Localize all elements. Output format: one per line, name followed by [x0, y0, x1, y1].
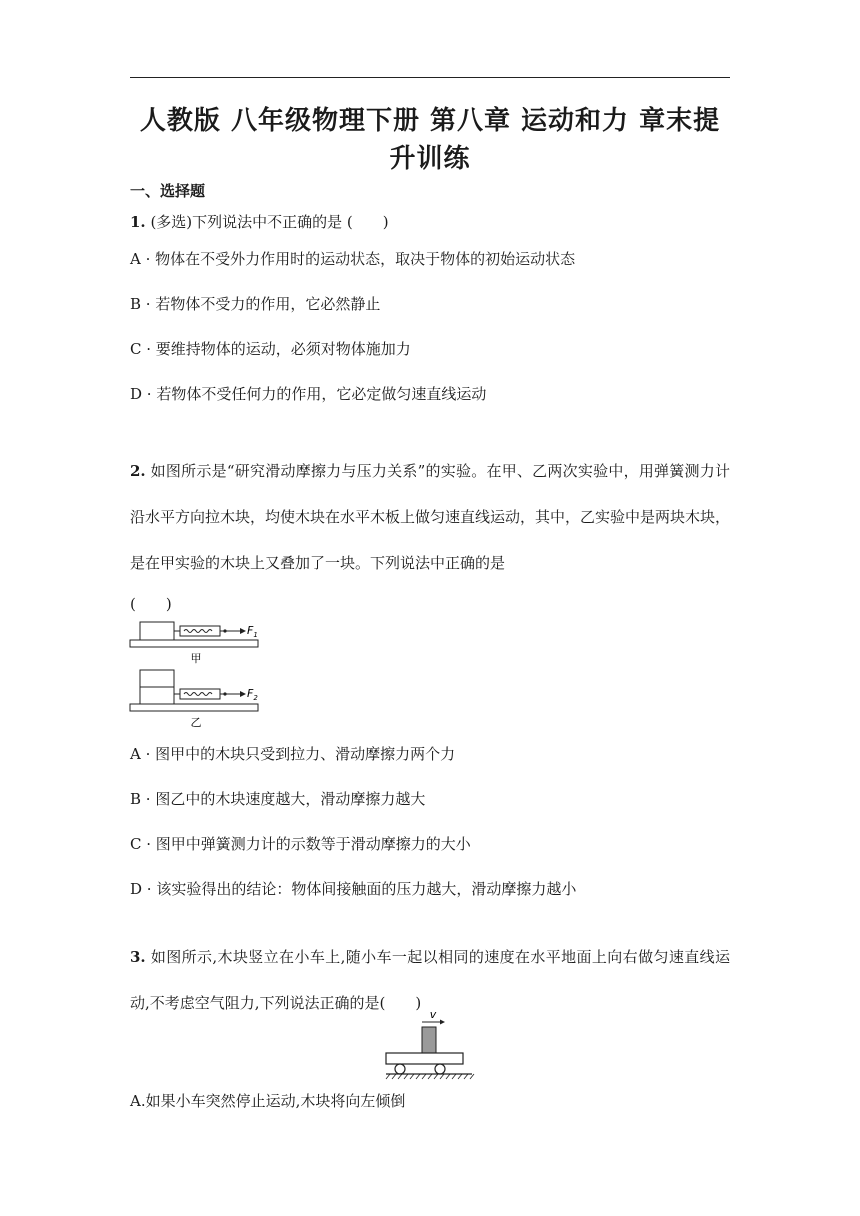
q2-option-b: B · 图乙中的木块速度越大，滑动摩擦力越大: [130, 790, 426, 808]
section-heading: 一、选择题: [130, 182, 206, 200]
question-1-stem: [130, 211, 389, 232]
q1-option-a: A · 物体在不受外力作用时的运动状态，取决于物体的初始运动状态: [130, 250, 576, 268]
friction-experiment-figure: [128, 618, 264, 730]
question-number: 2.: [130, 462, 146, 480]
question-number: 3.: [130, 948, 146, 966]
question-text: 如图所示,木块竖立在小车上,随小车一起以相同的速度在水平地面上向右做匀速直线运动,不考虑空气阻力,下列说法正确的是( ): [130, 948, 730, 1012]
q2-option-d: D · 该实验得出的结论：物体间接触面的压力越大，滑动摩擦力越小: [130, 880, 577, 898]
question-text: (多选)下列说法中不正确的是 ( ): [145, 213, 389, 231]
cart-block-figure: [384, 1010, 476, 1082]
caption-yi: 乙: [190, 716, 202, 729]
q1-option-b: B · 若物体不受力的作用，它必然静止: [130, 295, 381, 313]
question-text: 如图所示是“研究滑动摩擦力与压力关系”的实验。在甲、乙两次实验中，用弹簧测力计沿水平方向拉木块，均使木块在水平木板上做匀速直线运动，其中，乙实验中是两块木块，是在甲实验的木块上又叠加了一块。下列说法中正确的是: [130, 462, 731, 572]
velocity-label: v: [429, 1010, 437, 1021]
q3-option-a: A.如果小车突然停止运动,木块将向左倾倒: [130, 1092, 406, 1110]
header-rule: [130, 77, 730, 78]
cart-wheel-left: [395, 1064, 405, 1074]
q2-option-c: C · 图甲中弹簧测力计的示数等于滑动摩擦力的大小: [130, 835, 471, 853]
block-top: [140, 622, 174, 640]
force-label-f2: $F_2$: [247, 687, 258, 702]
q1-option-c: C · 要维持物体的运动，必须对物体施加力: [130, 340, 411, 358]
force-label-f1: $F_1$: [247, 624, 258, 639]
board-bottom: [130, 704, 258, 711]
block-bottom-upper: [140, 670, 174, 687]
caption-jia: 甲: [190, 652, 202, 665]
question-2-stem: [130, 448, 730, 586]
q2-option-a: A · 图甲中的木块只受到拉力、滑动摩擦力两个力: [130, 745, 456, 763]
block-bottom-lower: [140, 687, 174, 704]
ground-hatching: [386, 1074, 474, 1079]
board-top: [130, 640, 258, 647]
page-title: 人教版 八年级物理下册 第八章 运动和力 章末提升训练: [139, 106, 721, 174]
question-number: 1.: [130, 213, 146, 231]
cart-wheel-right: [435, 1064, 445, 1074]
cart-body: [386, 1053, 463, 1064]
q1-option-d: D · 若物体不受任何力的作用，它必定做匀速直线运动: [130, 385, 487, 403]
upright-block: [422, 1027, 436, 1053]
q2-answer-blank: ( ): [130, 595, 172, 613]
